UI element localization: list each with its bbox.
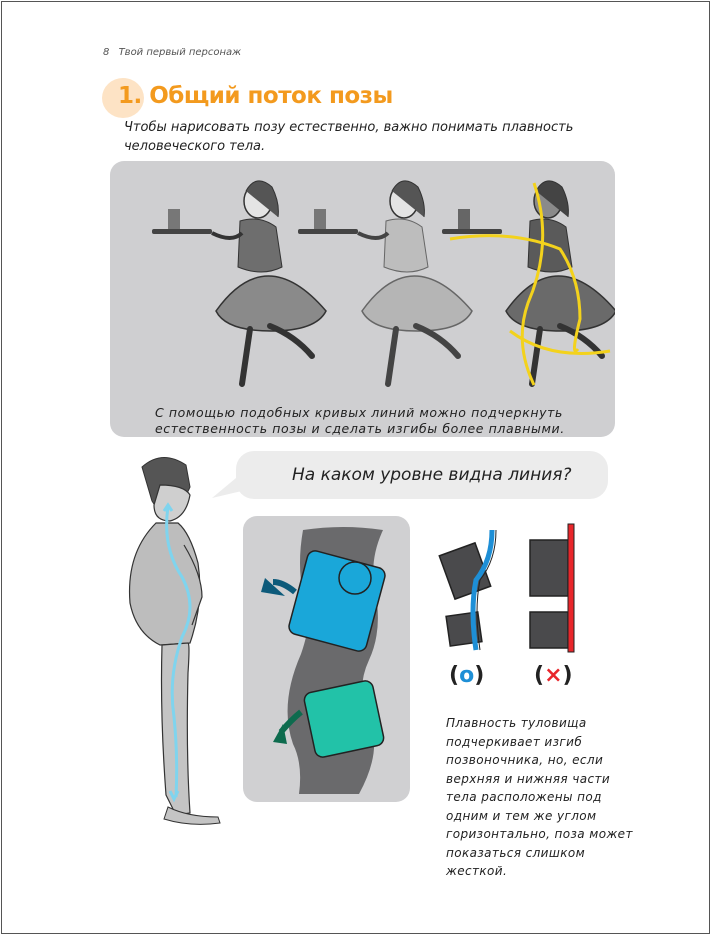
speech-bubble-text: На каком уровне видна линия? xyxy=(292,465,572,485)
chapter-title: Твой первый персонаж xyxy=(118,47,242,58)
curved-spine-good xyxy=(439,530,496,650)
bad-example-label: (×) xyxy=(534,663,573,688)
page-number: 8 xyxy=(103,47,110,58)
waitress-figure-transparent xyxy=(298,181,472,384)
good-check-symbol: o xyxy=(459,663,475,688)
waitress-figure-normal xyxy=(152,181,326,384)
spine-comparison-diagram xyxy=(438,522,588,662)
bad-cross-symbol: × xyxy=(544,663,563,688)
good-example-label: (o) xyxy=(449,663,485,688)
panel-caption: С помощью подобных кривых линий можно подчеркнуть естественность позы и сделать изгибы более плавными. xyxy=(155,405,565,436)
straight-spine-bad xyxy=(530,524,574,652)
standing-man-illustration xyxy=(118,455,228,830)
waitress-illustrations xyxy=(110,161,615,401)
torso-diagram xyxy=(243,516,410,802)
explanation-paragraph: Плавность туловища подчеркивает изгиб позвоночника, но, если верхняя и нижняя части тела расположены под одним и тем же углом горизонтально, поза может показаться слишком жесткой. xyxy=(446,716,633,878)
running-header xyxy=(103,47,241,58)
intro-paragraph: Чтобы нарисовать позу естественно, важно понимать плавность человеческого тела. xyxy=(124,120,574,154)
section-title: 1. Общий поток позы xyxy=(118,83,393,109)
waitress-figure-flow-lines xyxy=(442,181,615,385)
